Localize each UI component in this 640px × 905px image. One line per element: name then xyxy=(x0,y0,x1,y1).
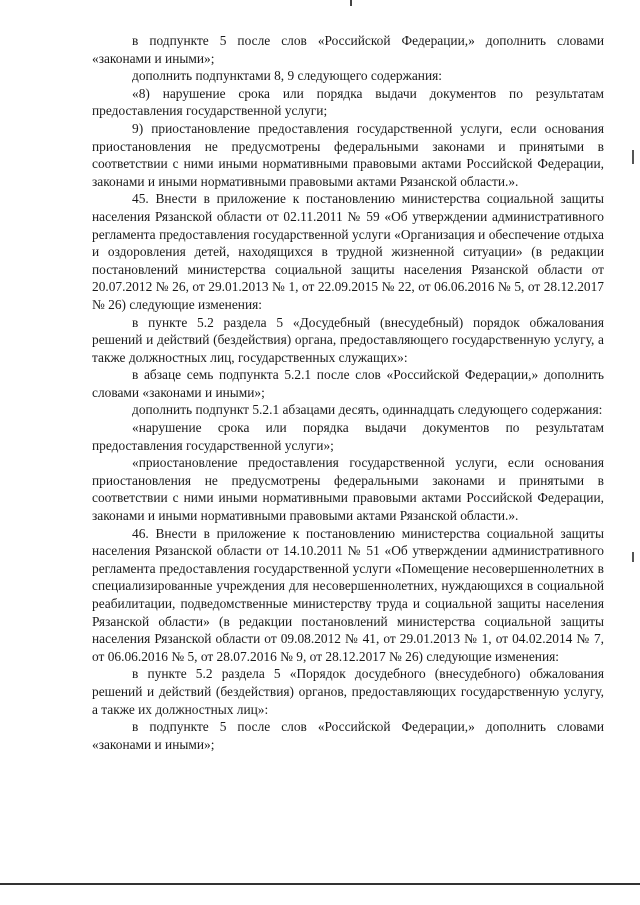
paragraph: в пункте 5.2 раздела 5 «Досудебный (внесудебный) порядок обжалования решений и действий (бездействия) органа, предоставляющего государственную услугу, а также должностных лиц, государственных служащих»: xyxy=(92,314,604,365)
paragraph: в подпункте 5 после слов «Российской Федерации,» дополнить словами «законами и иными»; xyxy=(92,33,604,66)
scan-mark-edge xyxy=(632,150,634,164)
scan-mark-edge xyxy=(632,552,634,562)
paragraph: 9) приостановление предоставления государственной услуги, если основания приостановления не предусмотрены федеральными законами и принятыми в соответствии с ними иными нормативными правовыми актами Российской Федерации, законами и иными нормативными правовыми актами Рязанской области.». xyxy=(92,120,604,189)
paragraph: «нарушение срока или порядка выдачи документов по результатам предоставления государственной услуги»; xyxy=(92,420,604,453)
paragraph: дополнить подпункт 5.2.1 абзацами десять, одиннадцать следующего содержания: xyxy=(132,402,603,418)
paragraph: 46. Внести в приложение к постановлению министерства социальной защиты населения Рязанской области от 14.10.2011 № 51 «Об утверждении административного регламента предоставления государственной услуги «Помещение несовершеннолетних в специализированные учреждения для несовершеннолетних, нуждающихся в социальной реабилитации, подведомственные министерству труда и социальной защиты населения Рязанской области» (в редакции постановлений министерства социальной защиты населения Рязанской области от 09.08.2012 № 41, от 29.01.2013 № 1, от 04.02.2014 № 7, от 06.06.2016 № 5, от 28.07.2016 № 9, от 28.12.2017 № 26) следующие изменения: xyxy=(92,525,604,664)
paragraph: дополнить подпунктами 8, 9 следующего содержания: xyxy=(132,68,443,84)
paragraph: в подпункте 5 после слов «Российской Федерации,» дополнить словами «законами и иными»; xyxy=(92,719,604,752)
paragraph: в абзаце семь подпункта 5.2.1 после слов «Российской Федерации,» дополнить словами «законами и иными»; xyxy=(92,367,604,400)
paragraph: 45. Внести в приложение к постановлению министерства социальной защиты населения Рязанской области от 02.11.2011 № 59 «Об утверждении административного регламента предоставления государственной услуги «Организация и обеспечение отдыха и оздоровления детей, находящихся в трудной жизненной ситуации» (в редакции постановлений министерства социальной защиты населения Рязанской области от 20.07.2012 № 26, от 29.01.2013 № 1, от 22.09.2015 № 22, от 06.06.2016 № 5, от 28.12.2017 № 26) следующие изменения: xyxy=(92,191,604,312)
scan-mark-top xyxy=(350,0,352,6)
paragraph: в пункте 5.2 раздела 5 «Порядок досудебного (внесудебного) обжалования решений и действий (бездействия) органов, предоставляющих государственную услугу, а также их должностных лиц»: xyxy=(92,666,604,717)
paragraph: «приостановление предоставления государственной услуги, если основания приостановления не предусмотрены федеральными законами и принятыми в соответствии с ними иными нормативными правовыми актами Российской Федерации, законами и иными нормативными правовыми актами Рязанской области.». xyxy=(92,455,604,524)
page-bottom-edge xyxy=(0,883,640,885)
paragraph: «8) нарушение срока или порядка выдачи документов по результатам предоставления государственной услуги; xyxy=(92,85,604,119)
document-body xyxy=(92,32,604,753)
